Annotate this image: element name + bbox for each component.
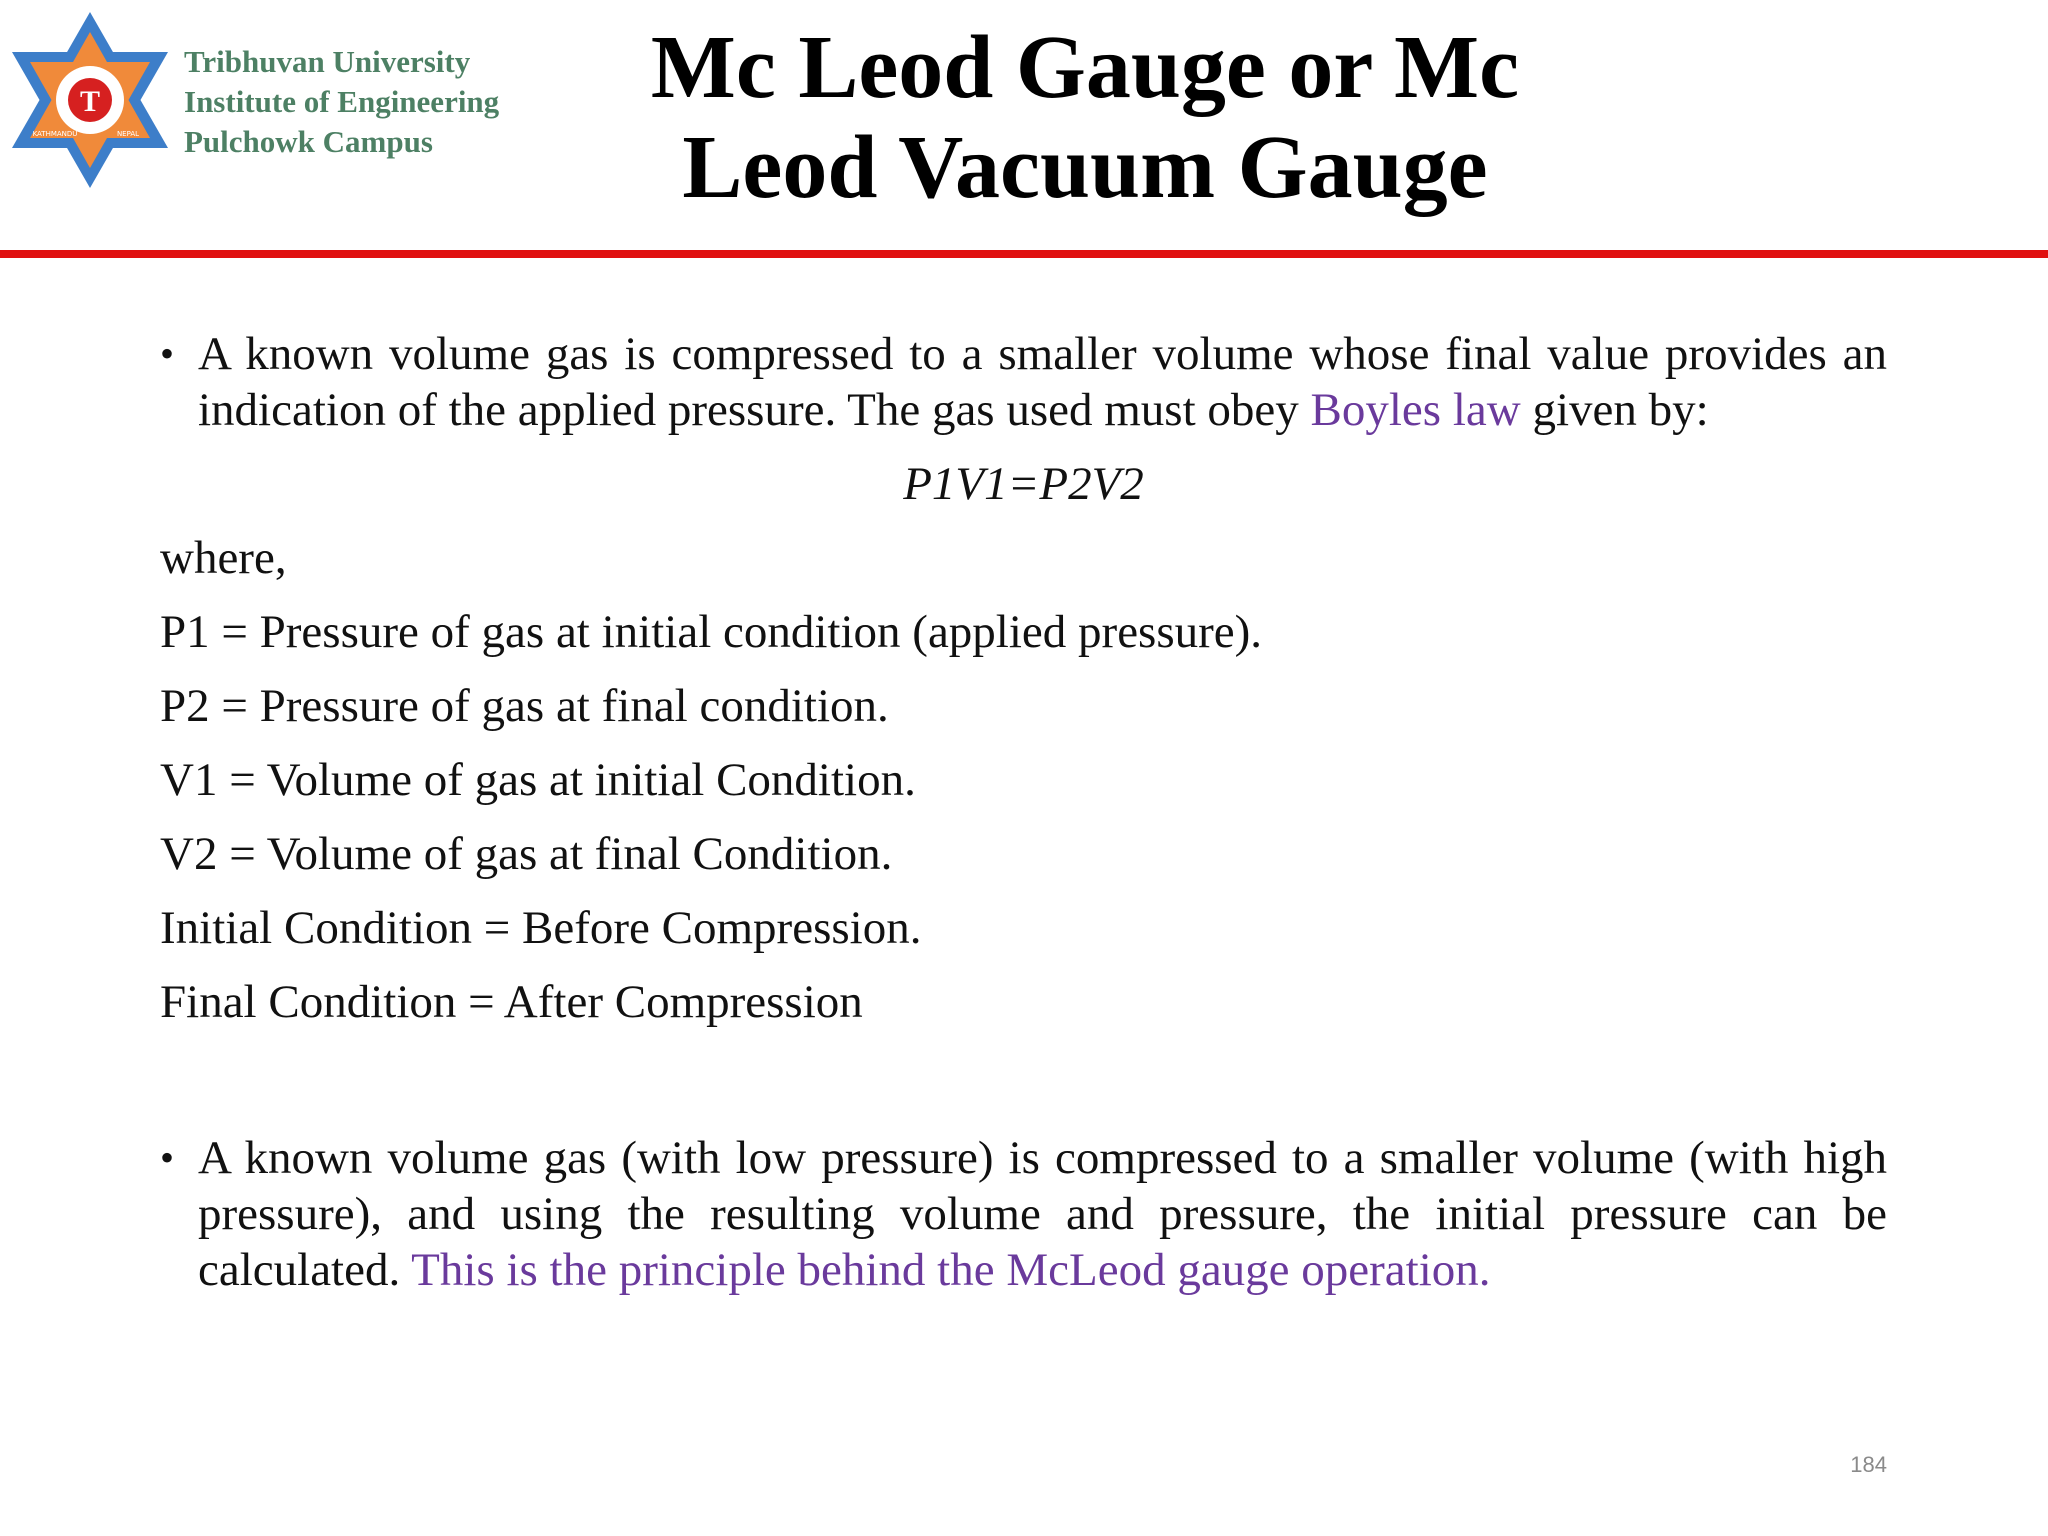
definition-v1: V1 = Volume of gas at initial Condition. bbox=[160, 754, 916, 806]
logo-letter: T bbox=[79, 85, 101, 118]
definition-v2: V2 = Volume of gas at final Condition. bbox=[160, 828, 893, 880]
header-divider bbox=[0, 250, 2048, 258]
university-logo-icon bbox=[10, 10, 170, 190]
slide-content bbox=[160, 326, 1887, 1298]
institution-line-3: Pulchowk Campus bbox=[184, 124, 433, 159]
bullet-dot-icon: • bbox=[160, 1135, 175, 1180]
where-label: where, bbox=[160, 532, 287, 584]
principle-highlight: This is the principle behind the McLeod gauge operation. bbox=[411, 1244, 1491, 1296]
institution-line-1: Tribhuvan University bbox=[184, 44, 471, 79]
logo-label-left: KATHMANDU bbox=[32, 130, 78, 138]
slide-title bbox=[560, 18, 1610, 218]
boyles-law-highlight: Boyles law bbox=[1310, 384, 1521, 436]
page-number: 184 bbox=[1850, 1452, 1887, 1477]
bullet-1-text-end: given by: bbox=[1520, 384, 1709, 436]
bullet-2-text: A known volume gas (with low pressure) is compressed to a smaller volume (with high pressure), and using the resulting volume and pressure, the initial pressure can be calculated. bbox=[198, 1132, 1887, 1296]
definition-initial-condition: Initial Condition = Before Compression. bbox=[160, 902, 922, 954]
bullet-boyles-law bbox=[160, 326, 1887, 438]
bullet-1-text: A known volume gas is compressed to a smaller volume whose final value provides an indication of the applied pressure. The gas used must obey bbox=[198, 328, 1887, 436]
definition-p2: P2 = Pressure of gas at final condition. bbox=[160, 680, 889, 732]
slide-title-line-1: Mc Leod Gauge or Mc bbox=[650, 18, 1520, 117]
logo-label-right: NEPAL bbox=[116, 130, 140, 138]
institution-name bbox=[184, 42, 499, 162]
definition-final-condition: Final Condition = After Compression bbox=[160, 976, 863, 1028]
definition-p1: P1 = Pressure of gas at initial condition (applied pressure). bbox=[160, 606, 1263, 658]
institution-line-2: Institute of Engineering bbox=[184, 84, 500, 119]
bullet-dot-icon: • bbox=[160, 331, 175, 376]
slide-title-line-2: Leod Vacuum Gauge bbox=[682, 118, 1488, 217]
boyles-law-equation: P1V1=P2V2 bbox=[903, 458, 1144, 510]
slide-header bbox=[0, 0, 2048, 250]
bullet-principle bbox=[160, 1130, 1887, 1298]
